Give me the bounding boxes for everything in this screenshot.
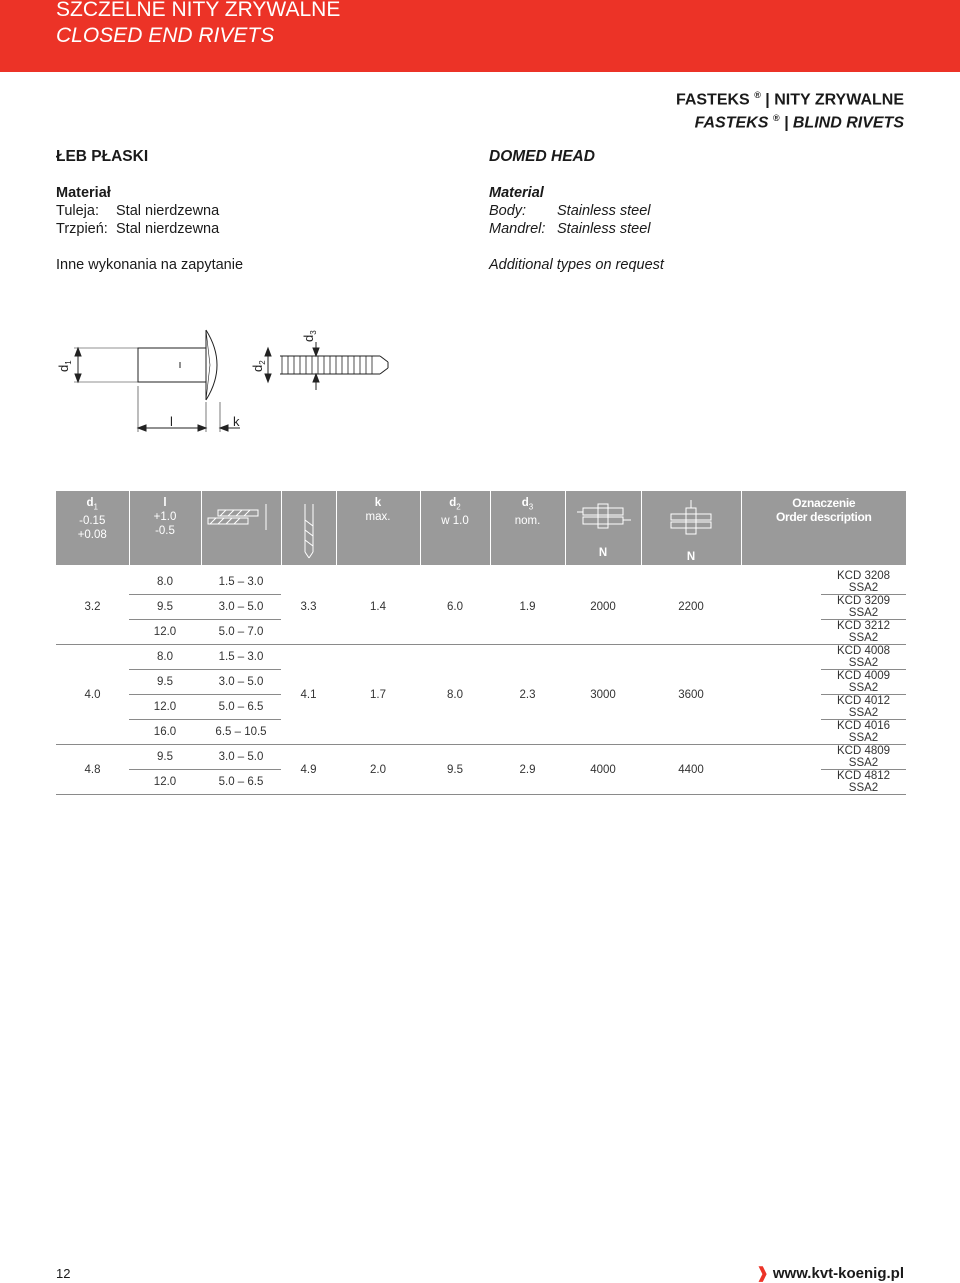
cell-length: 9.5 [129,670,201,695]
col-k: k max. [336,491,420,565]
cell-order-code: KCD 4016 SSA2 [821,720,906,745]
chevron-right-icon: ❱ [756,1265,769,1282]
brand-subtitle-pl: NITY ZRYWALNE [774,91,904,109]
table-header [56,491,906,565]
cell-grip: 3.0 – 5.0 [201,745,281,770]
shear-unit: N [598,547,608,559]
dim-d3-label: $d_3$ [301,330,318,342]
cell-order-code: KCD 4009 SSA2 [821,670,906,695]
cell-d2: 1.7 [336,645,420,745]
brand-line-polish [676,86,904,109]
brand-name: FASTEKS [675,91,750,109]
tensile-unit: N [686,551,696,563]
mandrel-value: Stal nierdzewna [116,221,220,237]
cell-empty [741,745,821,795]
cell-d3: 8.0 [420,645,490,745]
footer-url-text: www.kvt-koenig.pl [772,1265,904,1282]
dim-d1-label: $d_1$ [56,360,73,372]
mandrel-key: Trzpień: [56,221,108,237]
rivet-drawing [50,320,430,440]
cell-shear: 2000 [565,570,641,645]
cell-length: 9.5 [129,595,201,620]
body-value: Stal nierdzewna [116,203,220,219]
brand-name: FASTEKS [694,114,769,132]
spec-english [489,148,664,274]
cell-order-code: KCD 4809 SSA2 [821,745,906,770]
drill-bit-icon [299,500,319,560]
mandrel-material-en [489,220,664,238]
material-label-pl: Materiał [56,185,111,201]
body-material-pl [56,202,243,220]
col-tensile [641,491,741,565]
title-polish: SZCZELNE NITY ZRYWALNE [56,0,341,21]
cell-empty [741,570,821,645]
cell-length: 16.0 [129,720,201,745]
grip-range-icon [204,500,278,536]
cell-d1: 3.2 [56,570,129,645]
cell-order-code: KCD 3212 SSA2 [821,620,906,645]
footer-link[interactable] [756,1264,904,1282]
cell-order-code: KCD 3209 SSA2 [821,595,906,620]
cell-mandrel: 1.9 [490,570,565,645]
cell-shear: 4000 [565,745,641,795]
registered-mark: ® [754,90,761,100]
cell-grip: 5.0 – 6.5 [201,770,281,795]
cell-d1: 4.0 [56,645,129,745]
cell-empty [741,645,821,745]
cell-tensile: 4400 [641,745,741,795]
col-grip [201,491,281,565]
registered-mark: ® [772,113,780,124]
page-number: 12 [56,1266,71,1281]
order-label-en: Order description [775,510,872,524]
cell-grip: 5.0 – 7.0 [201,620,281,645]
tensile-force-icon [666,500,716,536]
cell-length: 8.0 [129,570,201,595]
brand-subtitle-en: BLIND RIVETS [792,114,904,132]
cell-mandrel: 2.9 [490,745,565,795]
cell-d3: 9.5 [420,745,490,795]
cell-k: 3.3 [281,570,336,645]
cell-k: 4.1 [281,645,336,745]
cell-length: 9.5 [129,745,201,770]
col-l: l +1.0 -0.5 [129,491,201,565]
dim-k-label: k [233,414,240,429]
cell-k: 4.9 [281,745,336,795]
dim-l-label: l [170,414,173,429]
spec-table [56,491,906,795]
cell-d1: 4.8 [56,745,129,795]
cell-tensile: 2200 [641,570,741,645]
cell-length: 12.0 [129,620,201,645]
mandrel-material-pl [56,220,243,238]
cell-order-code: KCD 4812 SSA2 [821,770,906,795]
order-label-pl: Oznaczenie [792,496,856,510]
mandrel-key: Mandrel: [489,221,546,237]
col-drill [281,491,336,565]
cell-order-code: KCD 4012 SSA2 [821,695,906,720]
extra-note-en: Additional types on request [489,257,664,273]
material-label-en: Material [489,185,544,201]
cell-shear: 3000 [565,645,641,745]
col-order [741,491,906,565]
body-value: Stainless steel [557,203,651,219]
col-d2: $d_2$ w 1.0 [420,491,490,565]
col-d3: $d_3$ nom. [490,491,565,565]
cell-length: 12.0 [129,770,201,795]
cell-mandrel: 2.3 [490,645,565,745]
cell-grip: 3.0 – 5.0 [201,670,281,695]
cell-length: 12.0 [129,695,201,720]
cell-tensile: 3600 [641,645,741,745]
table-row [56,570,906,595]
cell-d2: 1.4 [336,570,420,645]
table-row [56,745,906,770]
body-key: Tuleja: [56,203,99,219]
head-type-en: DOMED HEAD [489,148,595,165]
title-english: CLOSED END RIVETS [56,24,275,47]
col-d1: $d_1$ -0.15 +0.08 [56,491,129,565]
cell-d2: 2.0 [336,745,420,795]
title-banner [0,0,960,72]
shear-force-icon [573,500,633,532]
dim-d2-label: $d_2$ [250,360,267,372]
cell-grip: 1.5 – 3.0 [201,570,281,595]
brand-line-english [676,109,904,132]
col-shear [565,491,641,565]
table-row [56,645,906,670]
brand-block [676,86,904,133]
extra-note-pl: Inne wykonania na zapytanie [56,257,244,273]
head-type-pl: ŁEB PŁASKI [56,148,149,165]
cell-grip: 3.0 – 5.0 [201,595,281,620]
body-key: Body: [489,203,527,219]
cell-grip: 1.5 – 3.0 [201,645,281,670]
body-material-en [489,202,664,220]
cell-order-code: KCD 4008 SSA2 [821,645,906,670]
cell-grip: 5.0 – 6.5 [201,695,281,720]
brand-separator: | [765,91,770,109]
spec-polish [56,148,243,274]
cell-order-code: KCD 3208 SSA2 [821,570,906,595]
mandrel-value: Stainless steel [557,221,651,237]
cell-grip: 6.5 – 10.5 [201,720,281,745]
cell-d3: 6.0 [420,570,490,645]
brand-separator: | [783,114,789,132]
cell-length: 8.0 [129,645,201,670]
